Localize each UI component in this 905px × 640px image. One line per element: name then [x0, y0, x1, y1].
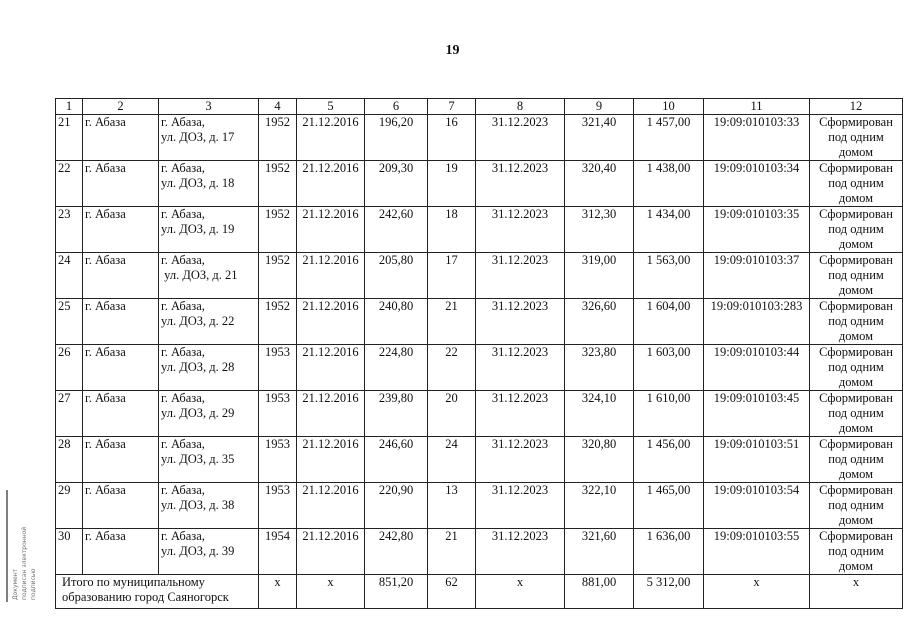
status-cell: Сформирован под одним домом — [810, 161, 903, 207]
page-number: 19 — [445, 43, 460, 58]
year-cell: 1954 — [259, 529, 297, 575]
address-cell: г. Абаза, ул. ДОЗ, д. 29 — [159, 391, 259, 437]
total-label: Итого по муниципальному образованию город Саяногорск — [56, 575, 259, 609]
table-row — [56, 161, 903, 207]
row-number: 22 — [56, 161, 83, 207]
address-cell: г. Абаза, ул. ДОЗ, д. 28 — [159, 345, 259, 391]
value-cell: 312,30 — [565, 207, 634, 253]
date-cell: 21.12.2016 — [297, 437, 365, 483]
date-cell: 31.12.2023 — [476, 299, 565, 345]
date-cell: 21.12.2016 — [297, 529, 365, 575]
column-header: 7 — [428, 99, 476, 115]
total-date1: х — [297, 575, 365, 609]
table-row — [56, 299, 903, 345]
row-number: 27 — [56, 391, 83, 437]
value-cell: 1 563,00 — [634, 253, 704, 299]
date-cell: 21.12.2016 — [297, 391, 365, 437]
date-cell: 31.12.2023 — [476, 115, 565, 161]
row-number: 24 — [56, 253, 83, 299]
row-number: 21 — [56, 115, 83, 161]
count-cell: 13 — [428, 483, 476, 529]
city-cell: г. Абаза — [83, 391, 159, 437]
row-number: 25 — [56, 299, 83, 345]
header-row-group — [56, 99, 903, 115]
cadastral-number-cell: 19:09:010103:34 — [704, 161, 810, 207]
total-date2: х — [476, 575, 565, 609]
column-header: 2 — [83, 99, 159, 115]
address-cell: г. Абаза, ул. ДОЗ, д. 19 — [159, 207, 259, 253]
date-cell: 31.12.2023 — [476, 529, 565, 575]
cadastral-number-cell: 19:09:010103:55 — [704, 529, 810, 575]
date-cell: 31.12.2023 — [476, 437, 565, 483]
year-cell: 1952 — [259, 115, 297, 161]
date-cell: 21.12.2016 — [297, 483, 365, 529]
table-row — [56, 207, 903, 253]
row-number: 29 — [56, 483, 83, 529]
cadastral-number-cell: 19:09:010103:35 — [704, 207, 810, 253]
value-cell: 321,60 — [565, 529, 634, 575]
address-cell: г. Абаза, ул. ДОЗ, д. 18 — [159, 161, 259, 207]
city-cell: г. Абаза — [83, 529, 159, 575]
date-cell: 21.12.2016 — [297, 299, 365, 345]
year-cell: 1953 — [259, 391, 297, 437]
houses-register-table — [55, 98, 903, 609]
table-body — [56, 115, 903, 575]
status-cell: Сформирован под одним домом — [810, 253, 903, 299]
total-row — [56, 575, 903, 609]
value-cell: 324,10 — [565, 391, 634, 437]
value-cell: 326,60 — [565, 299, 634, 345]
table-row — [56, 483, 903, 529]
value-cell: 323,80 — [565, 345, 634, 391]
column-header: 8 — [476, 99, 565, 115]
table-row — [56, 437, 903, 483]
status-cell: Сформирован под одним домом — [810, 207, 903, 253]
stamp-line: подписан электронной — [21, 526, 28, 600]
year-cell: 1953 — [259, 437, 297, 483]
date-cell: 31.12.2023 — [476, 345, 565, 391]
row-number: 30 — [56, 529, 83, 575]
date-cell: 31.12.2023 — [476, 391, 565, 437]
cadastral-number-cell: 19:09:010103:45 — [704, 391, 810, 437]
address-cell: г. Абаза, ул. ДОЗ, д. 17 — [159, 115, 259, 161]
date-cell: 31.12.2023 — [476, 207, 565, 253]
date-cell: 21.12.2016 — [297, 115, 365, 161]
value-cell: 322,10 — [565, 483, 634, 529]
status-cell: Сформирован под одним домом — [810, 299, 903, 345]
year-cell: 1953 — [259, 345, 297, 391]
area-cell: 246,60 — [365, 437, 428, 483]
cadastral-number-cell: 19:09:010103:44 — [704, 345, 810, 391]
column-header: 12 — [810, 99, 903, 115]
count-cell: 16 — [428, 115, 476, 161]
city-cell: г. Абаза — [83, 161, 159, 207]
value-cell: 1 603,00 — [634, 345, 704, 391]
row-number: 28 — [56, 437, 83, 483]
count-cell: 20 — [428, 391, 476, 437]
total-cadastral: х — [704, 575, 810, 609]
city-cell: г. Абаза — [83, 253, 159, 299]
count-cell: 21 — [428, 299, 476, 345]
column-header: 4 — [259, 99, 297, 115]
date-cell: 31.12.2023 — [476, 161, 565, 207]
city-cell: г. Абаза — [83, 437, 159, 483]
status-cell: Сформирован под одним домом — [810, 345, 903, 391]
city-cell: г. Абаза — [83, 207, 159, 253]
total-area: 851,20 — [365, 575, 428, 609]
total-col7: 62 — [428, 575, 476, 609]
year-cell: 1952 — [259, 207, 297, 253]
area-cell: 220,90 — [365, 483, 428, 529]
value-cell: 1 636,00 — [634, 529, 704, 575]
count-cell: 17 — [428, 253, 476, 299]
area-cell: 196,20 — [365, 115, 428, 161]
year-cell: 1953 — [259, 483, 297, 529]
date-cell: 31.12.2023 — [476, 483, 565, 529]
area-cell: 209,30 — [365, 161, 428, 207]
city-cell: г. Абаза — [83, 483, 159, 529]
row-number: 26 — [56, 345, 83, 391]
cadastral-number-cell: 19:09:010103:37 — [704, 253, 810, 299]
value-cell: 320,40 — [565, 161, 634, 207]
count-cell: 18 — [428, 207, 476, 253]
value-cell: 1 456,00 — [634, 437, 704, 483]
cadastral-number-cell: 19:09:010103:283 — [704, 299, 810, 345]
area-cell: 242,80 — [365, 529, 428, 575]
status-cell: Сформирован под одним домом — [810, 391, 903, 437]
column-header: 9 — [565, 99, 634, 115]
row-number: 23 — [56, 207, 83, 253]
area-cell: 205,80 — [365, 253, 428, 299]
status-cell: Сформирован под одним домом — [810, 529, 903, 575]
value-cell: 320,80 — [565, 437, 634, 483]
column-header: 10 — [634, 99, 704, 115]
address-cell: г. Абаза, ул. ДОЗ, д. 38 — [159, 483, 259, 529]
count-cell: 19 — [428, 161, 476, 207]
address-cell: г. Абаза, ул. ДОЗ, д. 21 — [159, 253, 259, 299]
column-header: 11 — [704, 99, 810, 115]
column-header: 1 — [56, 99, 83, 115]
cadastral-number-cell: 19:09:010103:54 — [704, 483, 810, 529]
cadastral-number-cell: 19:09:010103:33 — [704, 115, 810, 161]
value-cell: 1 434,00 — [634, 207, 704, 253]
value-cell: 1 604,00 — [634, 299, 704, 345]
address-cell: г. Абаза, ул. ДОЗ, д. 35 — [159, 437, 259, 483]
value-cell: 319,00 — [565, 253, 634, 299]
year-cell: 1952 — [259, 299, 297, 345]
count-cell: 24 — [428, 437, 476, 483]
status-cell: Сформирован под одним домом — [810, 437, 903, 483]
column-header: 5 — [297, 99, 365, 115]
status-cell: Сформирован под одним домом — [810, 483, 903, 529]
value-cell: 321,40 — [565, 115, 634, 161]
stamp-line: подписью — [30, 568, 37, 600]
total-status: х — [810, 575, 903, 609]
column-header: 6 — [365, 99, 428, 115]
date-cell: 21.12.2016 — [297, 345, 365, 391]
count-cell: 22 — [428, 345, 476, 391]
table-row — [56, 115, 903, 161]
date-cell: 31.12.2023 — [476, 253, 565, 299]
value-cell: 1 438,00 — [634, 161, 704, 207]
electronic-signature-stamp — [6, 490, 40, 602]
area-cell: 240,80 — [365, 299, 428, 345]
date-cell: 21.12.2016 — [297, 161, 365, 207]
total-row-group — [56, 575, 903, 609]
city-cell: г. Абаза — [83, 299, 159, 345]
date-cell: 21.12.2016 — [297, 207, 365, 253]
table-row — [56, 345, 903, 391]
column-number-row — [56, 99, 903, 115]
status-cell: Сформирован под одним домом — [810, 115, 903, 161]
city-cell: г. Абаза — [83, 345, 159, 391]
year-cell: 1952 — [259, 161, 297, 207]
area-cell: 239,80 — [365, 391, 428, 437]
stamp-line: Документ — [12, 568, 19, 600]
value-cell: 1 610,00 — [634, 391, 704, 437]
area-cell: 242,60 — [365, 207, 428, 253]
address-cell: г. Абаза, ул. ДОЗ, д. 22 — [159, 299, 259, 345]
value-cell: 1 465,00 — [634, 483, 704, 529]
address-cell: г. Абаза, ул. ДОЗ, д. 39 — [159, 529, 259, 575]
area-cell: 224,80 — [365, 345, 428, 391]
total-col10: 5 312,00 — [634, 575, 704, 609]
table-row — [56, 253, 903, 299]
table-row — [56, 391, 903, 437]
table-row — [56, 529, 903, 575]
city-cell: г. Абаза — [83, 115, 159, 161]
total-year: х — [259, 575, 297, 609]
column-header: 3 — [159, 99, 259, 115]
value-cell: 1 457,00 — [634, 115, 704, 161]
total-col9: 881,00 — [565, 575, 634, 609]
count-cell: 21 — [428, 529, 476, 575]
date-cell: 21.12.2016 — [297, 253, 365, 299]
year-cell: 1952 — [259, 253, 297, 299]
cadastral-number-cell: 19:09:010103:51 — [704, 437, 810, 483]
